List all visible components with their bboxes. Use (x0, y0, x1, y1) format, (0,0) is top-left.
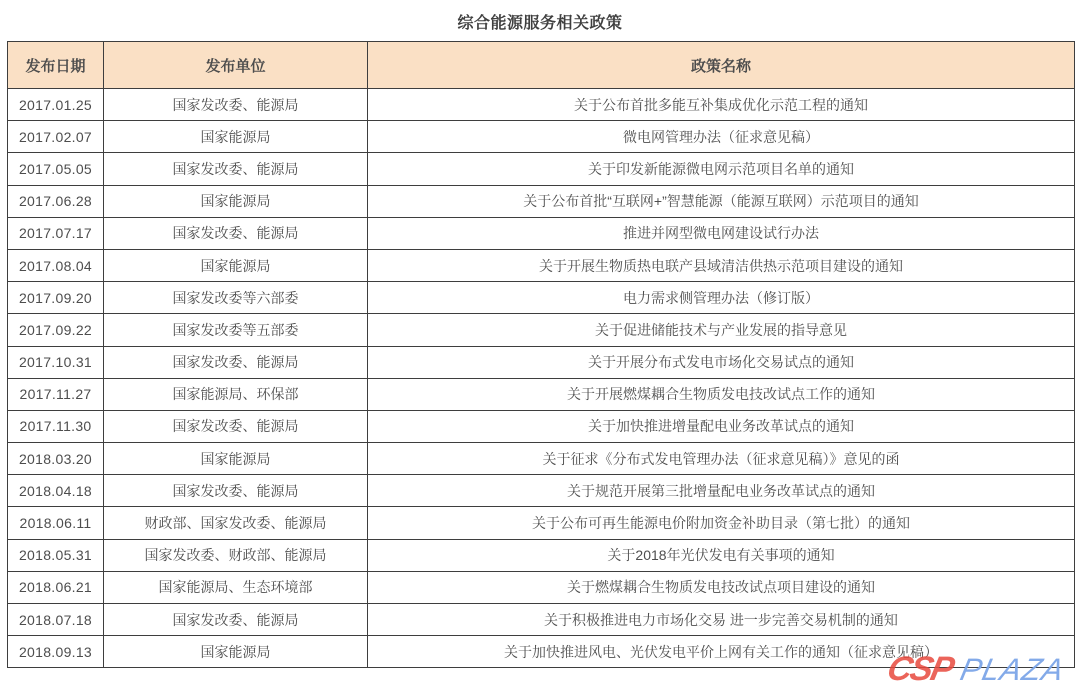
policy-name-cell: 关于促进储能技术与产业发展的指导意见 (368, 314, 1075, 346)
policy-name-cell: 关于开展燃煤耦合生物质发电技改试点工作的通知 (368, 378, 1075, 410)
publish-org-cell: 国家发改委、能源局 (104, 217, 368, 249)
publish-date-cell: 2017.10.31 (8, 346, 104, 378)
column-header-publish-date: 发布日期 (8, 42, 104, 89)
table-row (8, 121, 1075, 153)
plaza-logo: PLAZA (957, 652, 1068, 687)
policy-table-body (8, 89, 1075, 668)
publish-org-cell: 国家能源局 (104, 185, 368, 217)
publish-org-cell: 国家能源局 (104, 636, 368, 668)
publish-date-cell: 2017.09.20 (8, 282, 104, 314)
policy-name-cell: 关于加快推进增量配电业务改革试点的通知 (368, 410, 1075, 442)
publish-org-cell: 国家发改委、能源局 (104, 153, 368, 185)
policy-name-cell: 微电网管理办法（征求意见稿） (368, 121, 1075, 153)
policy-name-cell: 关于公布可再生能源电价附加资金补助目录（第七批）的通知 (368, 507, 1075, 539)
publish-date-cell: 2017.02.07 (8, 121, 104, 153)
table-row (8, 636, 1075, 668)
csp-logo: CSP (884, 650, 957, 688)
publish-org-cell: 国家能源局、环保部 (104, 378, 368, 410)
publish-date-cell: 2018.06.21 (8, 571, 104, 603)
publish-org-cell: 国家能源局 (104, 121, 368, 153)
publish-date-cell: 2018.07.18 (8, 604, 104, 636)
publish-date-cell: 2018.05.31 (8, 539, 104, 571)
table-row (8, 314, 1075, 346)
publish-date-cell: 2018.06.11 (8, 507, 104, 539)
publish-org-cell: 国家发改委等六部委 (104, 282, 368, 314)
policy-name-cell: 关于燃煤耦合生物质发电技改试点项目建设的通知 (368, 571, 1075, 603)
publish-date-cell: 2017.08.04 (8, 249, 104, 281)
table-row (8, 539, 1075, 571)
policy-name-cell: 电力需求侧管理办法（修订版） (368, 282, 1075, 314)
policy-name-cell: 推进并网型微电网建设试行办法 (368, 217, 1075, 249)
table-row (8, 571, 1075, 603)
table-row (8, 507, 1075, 539)
table-row (8, 282, 1075, 314)
policy-name-cell: 关于加快推进风电、光伏发电平价上网有关工作的通知（征求意见稿） (368, 636, 1075, 668)
publish-date-cell: 2017.09.22 (8, 314, 104, 346)
table-row (8, 249, 1075, 281)
publish-date-cell: 2017.11.30 (8, 410, 104, 442)
publish-org-cell: 国家发改委等五部委 (104, 314, 368, 346)
publish-org-cell: 国家能源局 (104, 249, 368, 281)
policy-name-cell: 关于规范开展第三批增量配电业务改革试点的通知 (368, 475, 1075, 507)
table-row (8, 89, 1075, 121)
page-title: 综合能源服务相关政策 (457, 15, 623, 32)
publish-org-cell: 国家发改委、能源局 (104, 410, 368, 442)
table-row (8, 410, 1075, 442)
policy-name-cell: 关于公布首批多能互补集成优化示范工程的通知 (368, 89, 1075, 121)
policy-name-cell: 关于2018年光伏发电有关事项的通知 (368, 539, 1075, 571)
table-row (8, 604, 1075, 636)
publish-org-cell: 国家发改委、能源局 (104, 346, 368, 378)
publish-date-cell: 2017.07.17 (8, 217, 104, 249)
publish-org-cell: 国家发改委、能源局 (104, 475, 368, 507)
publish-org-cell: 国家发改委、财政部、能源局 (104, 539, 368, 571)
policy-table-header (8, 42, 1075, 89)
policy-name-cell: 关于开展生物质热电联产县域清洁供热示范项目建设的通知 (368, 249, 1075, 281)
policy-name-cell: 关于印发新能源微电网示范项目名单的通知 (368, 153, 1075, 185)
publish-org-cell: 国家能源局 (104, 443, 368, 475)
table-row (8, 153, 1075, 185)
publish-date-cell: 2018.04.18 (8, 475, 104, 507)
publish-date-cell: 2018.03.20 (8, 443, 104, 475)
table-row (8, 443, 1075, 475)
header-row (8, 42, 1075, 89)
publish-org-cell: 财政部、国家发改委、能源局 (104, 507, 368, 539)
table-row (8, 185, 1075, 217)
policy-name-cell: 关于公布首批“互联网+”智慧能源（能源互联网）示范项目的通知 (368, 185, 1075, 217)
table-row (8, 217, 1075, 249)
table-row (8, 475, 1075, 507)
publish-date-cell: 2017.06.28 (8, 185, 104, 217)
table-row (8, 378, 1075, 410)
policy-table (7, 41, 1075, 668)
table-row (8, 346, 1075, 378)
publish-org-cell: 国家能源局、生态环境部 (104, 571, 368, 603)
policy-name-cell: 关于征求《分布式发电管理办法（征求意见稿）》意见的函 (368, 443, 1075, 475)
publish-date-cell: 2017.01.25 (8, 89, 104, 121)
policy-name-cell: 关于积极推进电力市场化交易 进一步完善交易机制的通知 (368, 604, 1075, 636)
publish-org-cell: 国家发改委、能源局 (104, 89, 368, 121)
publish-org-cell: 国家发改委、能源局 (104, 604, 368, 636)
column-header-policy-name: 政策名称 (368, 42, 1075, 89)
publish-date-cell: 2017.11.27 (8, 378, 104, 410)
column-header-publish-org: 发布单位 (104, 42, 368, 89)
policy-name-cell: 关于开展分布式发电市场化交易试点的通知 (368, 346, 1075, 378)
publish-date-cell: 2018.09.13 (8, 636, 104, 668)
publish-date-cell: 2017.05.05 (8, 153, 104, 185)
